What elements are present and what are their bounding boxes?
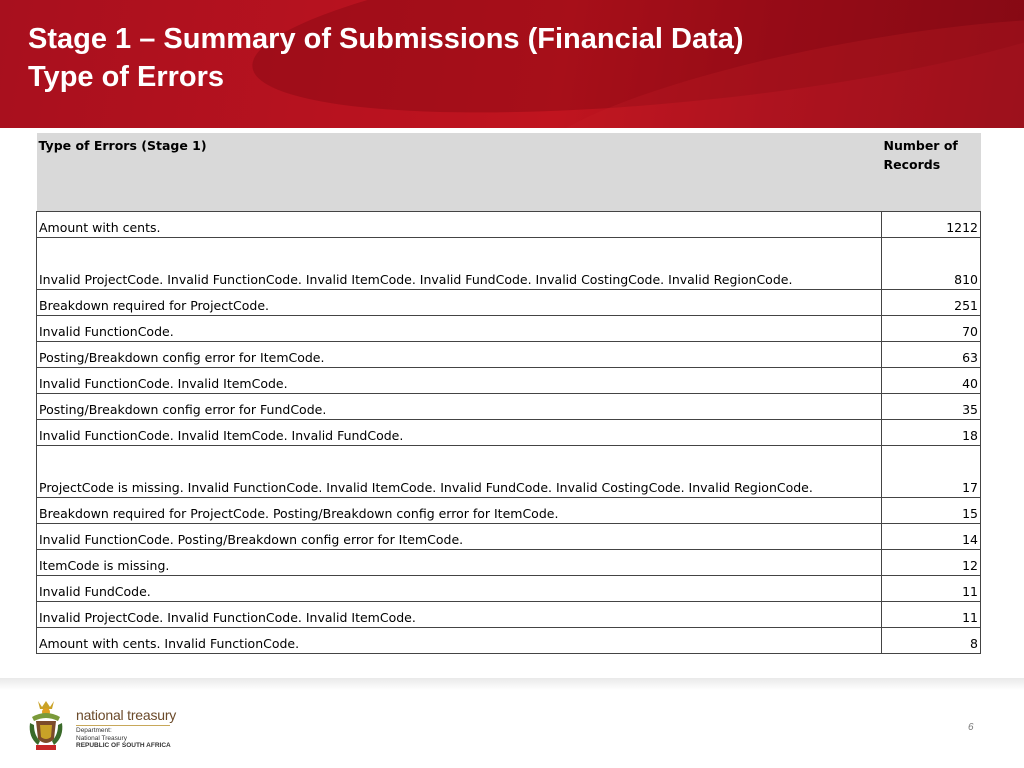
header-record-count-line2: Records — [883, 157, 941, 172]
error-description: Posting/Breakdown config error for FundCode. — [37, 393, 882, 419]
error-description: Posting/Breakdown config error for ItemCode. — [37, 341, 882, 367]
record-count: 15 — [882, 497, 981, 523]
record-count: 40 — [882, 367, 981, 393]
logo-divider — [76, 725, 170, 726]
error-description: Invalid FunctionCode. Posting/Breakdown config error for ItemCode. — [37, 523, 882, 549]
logo-subtext — [76, 727, 171, 750]
error-description: Invalid ProjectCode. Invalid FunctionCode. Invalid ItemCode. — [37, 601, 882, 627]
table-row — [37, 237, 981, 289]
slide-title — [28, 20, 744, 96]
table-row — [37, 523, 981, 549]
error-description: Invalid FunctionCode. — [37, 315, 882, 341]
logo-line3: REPUBLIC OF SOUTH AFRICA — [76, 742, 171, 749]
header-record-count-line1: Number of — [883, 138, 958, 153]
record-count: 251 — [882, 289, 981, 315]
table-row — [37, 601, 981, 627]
record-count: 11 — [882, 575, 981, 601]
error-description: Amount with cents. — [37, 211, 882, 237]
table-row — [37, 445, 981, 497]
record-count: 63 — [882, 341, 981, 367]
table-header-row — [37, 133, 981, 211]
header-record-count — [882, 133, 981, 211]
record-count: 11 — [882, 601, 981, 627]
error-description: Breakdown required for ProjectCode. — [37, 289, 882, 315]
record-count: 18 — [882, 419, 981, 445]
table-row — [37, 575, 981, 601]
table-row — [37, 315, 981, 341]
errors-table-container — [36, 133, 981, 654]
record-count: 70 — [882, 315, 981, 341]
slide-title-line2: Type of Errors — [28, 61, 225, 93]
slide-title-line1: Stage 1 – Summary of Submissions (Financial Data) — [28, 23, 744, 55]
table-row — [37, 419, 981, 445]
error-description: Amount with cents. Invalid FunctionCode. — [37, 627, 882, 653]
table-row — [37, 393, 981, 419]
title-banner — [0, 0, 1024, 128]
logo-line1: Department: — [76, 727, 112, 734]
error-description: Invalid FundCode. — [37, 575, 882, 601]
errors-table — [36, 133, 981, 654]
record-count: 12 — [882, 549, 981, 575]
record-count: 35 — [882, 393, 981, 419]
error-description: Invalid FunctionCode. Invalid ItemCode. Invalid FundCode. — [37, 419, 882, 445]
error-description: Breakdown required for ProjectCode. Posting/Breakdown config error for ItemCode. — [37, 497, 882, 523]
header-error-type: Type of Errors (Stage 1) — [37, 133, 882, 211]
table-row — [37, 211, 981, 237]
record-count: 8 — [882, 627, 981, 653]
record-count: 1212 — [882, 211, 981, 237]
record-count: 14 — [882, 523, 981, 549]
error-description: ProjectCode is missing. Invalid FunctionCode. Invalid ItemCode. Invalid FundCode. Invalid CostingCode. Invalid RegionCode. — [37, 445, 882, 497]
table-row — [37, 627, 981, 653]
error-description: ItemCode is missing. — [37, 549, 882, 575]
logo-name: national treasury — [76, 707, 177, 723]
table-row — [37, 549, 981, 575]
table-row — [37, 341, 981, 367]
table-row — [37, 367, 981, 393]
error-description: Invalid FunctionCode. Invalid ItemCode. — [37, 367, 882, 393]
table-row — [37, 497, 981, 523]
logo-line2: National Treasury — [76, 734, 127, 742]
table-row — [37, 289, 981, 315]
record-count: 810 — [882, 237, 981, 289]
error-description: Invalid ProjectCode. Invalid FunctionCode. Invalid ItemCode. Invalid FundCode. Invalid CostingCode. Invalid RegionCode. — [37, 237, 882, 289]
page-number: 6 — [968, 722, 974, 733]
record-count: 17 — [882, 445, 981, 497]
